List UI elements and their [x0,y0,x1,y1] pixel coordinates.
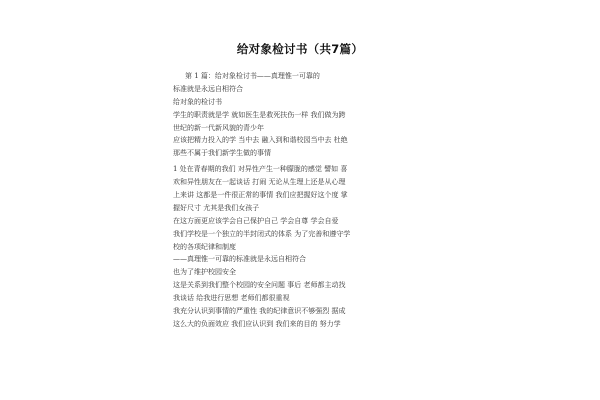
text-line: 1 处在青春期的我们 对异性产生一种朦胧的感觉 譬如 喜 [173,165,348,174]
text-line: 那些不属于我们新学生做的事情 [173,149,271,158]
text-line: 我充分认识到事情的严重性 我的纪律意识不够强烈 据成 [173,307,346,316]
text-line: 这么大的负面效应 我们应认识到 我们来的目的 努力学 [173,319,341,328]
text-line: 欢和异性朋友在一起谈话 打闹 无论从生理上还是从心理 [173,178,346,187]
text-line: 第 1 篇：给对象检讨书——真理惟一可靠的 [185,72,320,80]
document-body [173,70,433,331]
text-line: 在这方面更应该学会自己保护自己 学会自尊 学会自爱 [173,216,339,225]
text-line: 我们学校是一个独立的半封闭式的体系 为了完善和遵守学 [173,229,351,238]
document-title: 给对象检讨书（共7篇） [236,42,364,56]
text-line: 世纪的新一代新风貌的青少年 [173,123,264,132]
text-line: 握好尺寸 尤其是我们女孩子 [173,203,260,212]
text-line: 给对象的检讨书 [173,97,222,106]
text-line: 学生的职责就是学 就如医生是救死扶伤一样 我们做为跨 [173,110,346,119]
text-line: ——真理惟一可靠的标准就是永远自相符合 [173,255,306,264]
text-line: 标准就是永远自相符合 [173,84,243,93]
text-line: 也为了维护校园安全 [173,268,236,277]
text-line: 应该把精力投入的学 当中去 融入到和谐校园当中去 杜绝 [173,136,348,145]
text-line: 这是关系到我们整个校园的安全问题 事后 老师都主动找 [173,281,346,290]
text-line: 我谈话 给我进行思想 老师们都很重视 [173,294,290,303]
text-line: 校的各项纪律和制度 [173,242,236,251]
text-line: 上来讲 这都是一件很正常的事情 我们应把握好这个度 掌 [173,191,348,200]
